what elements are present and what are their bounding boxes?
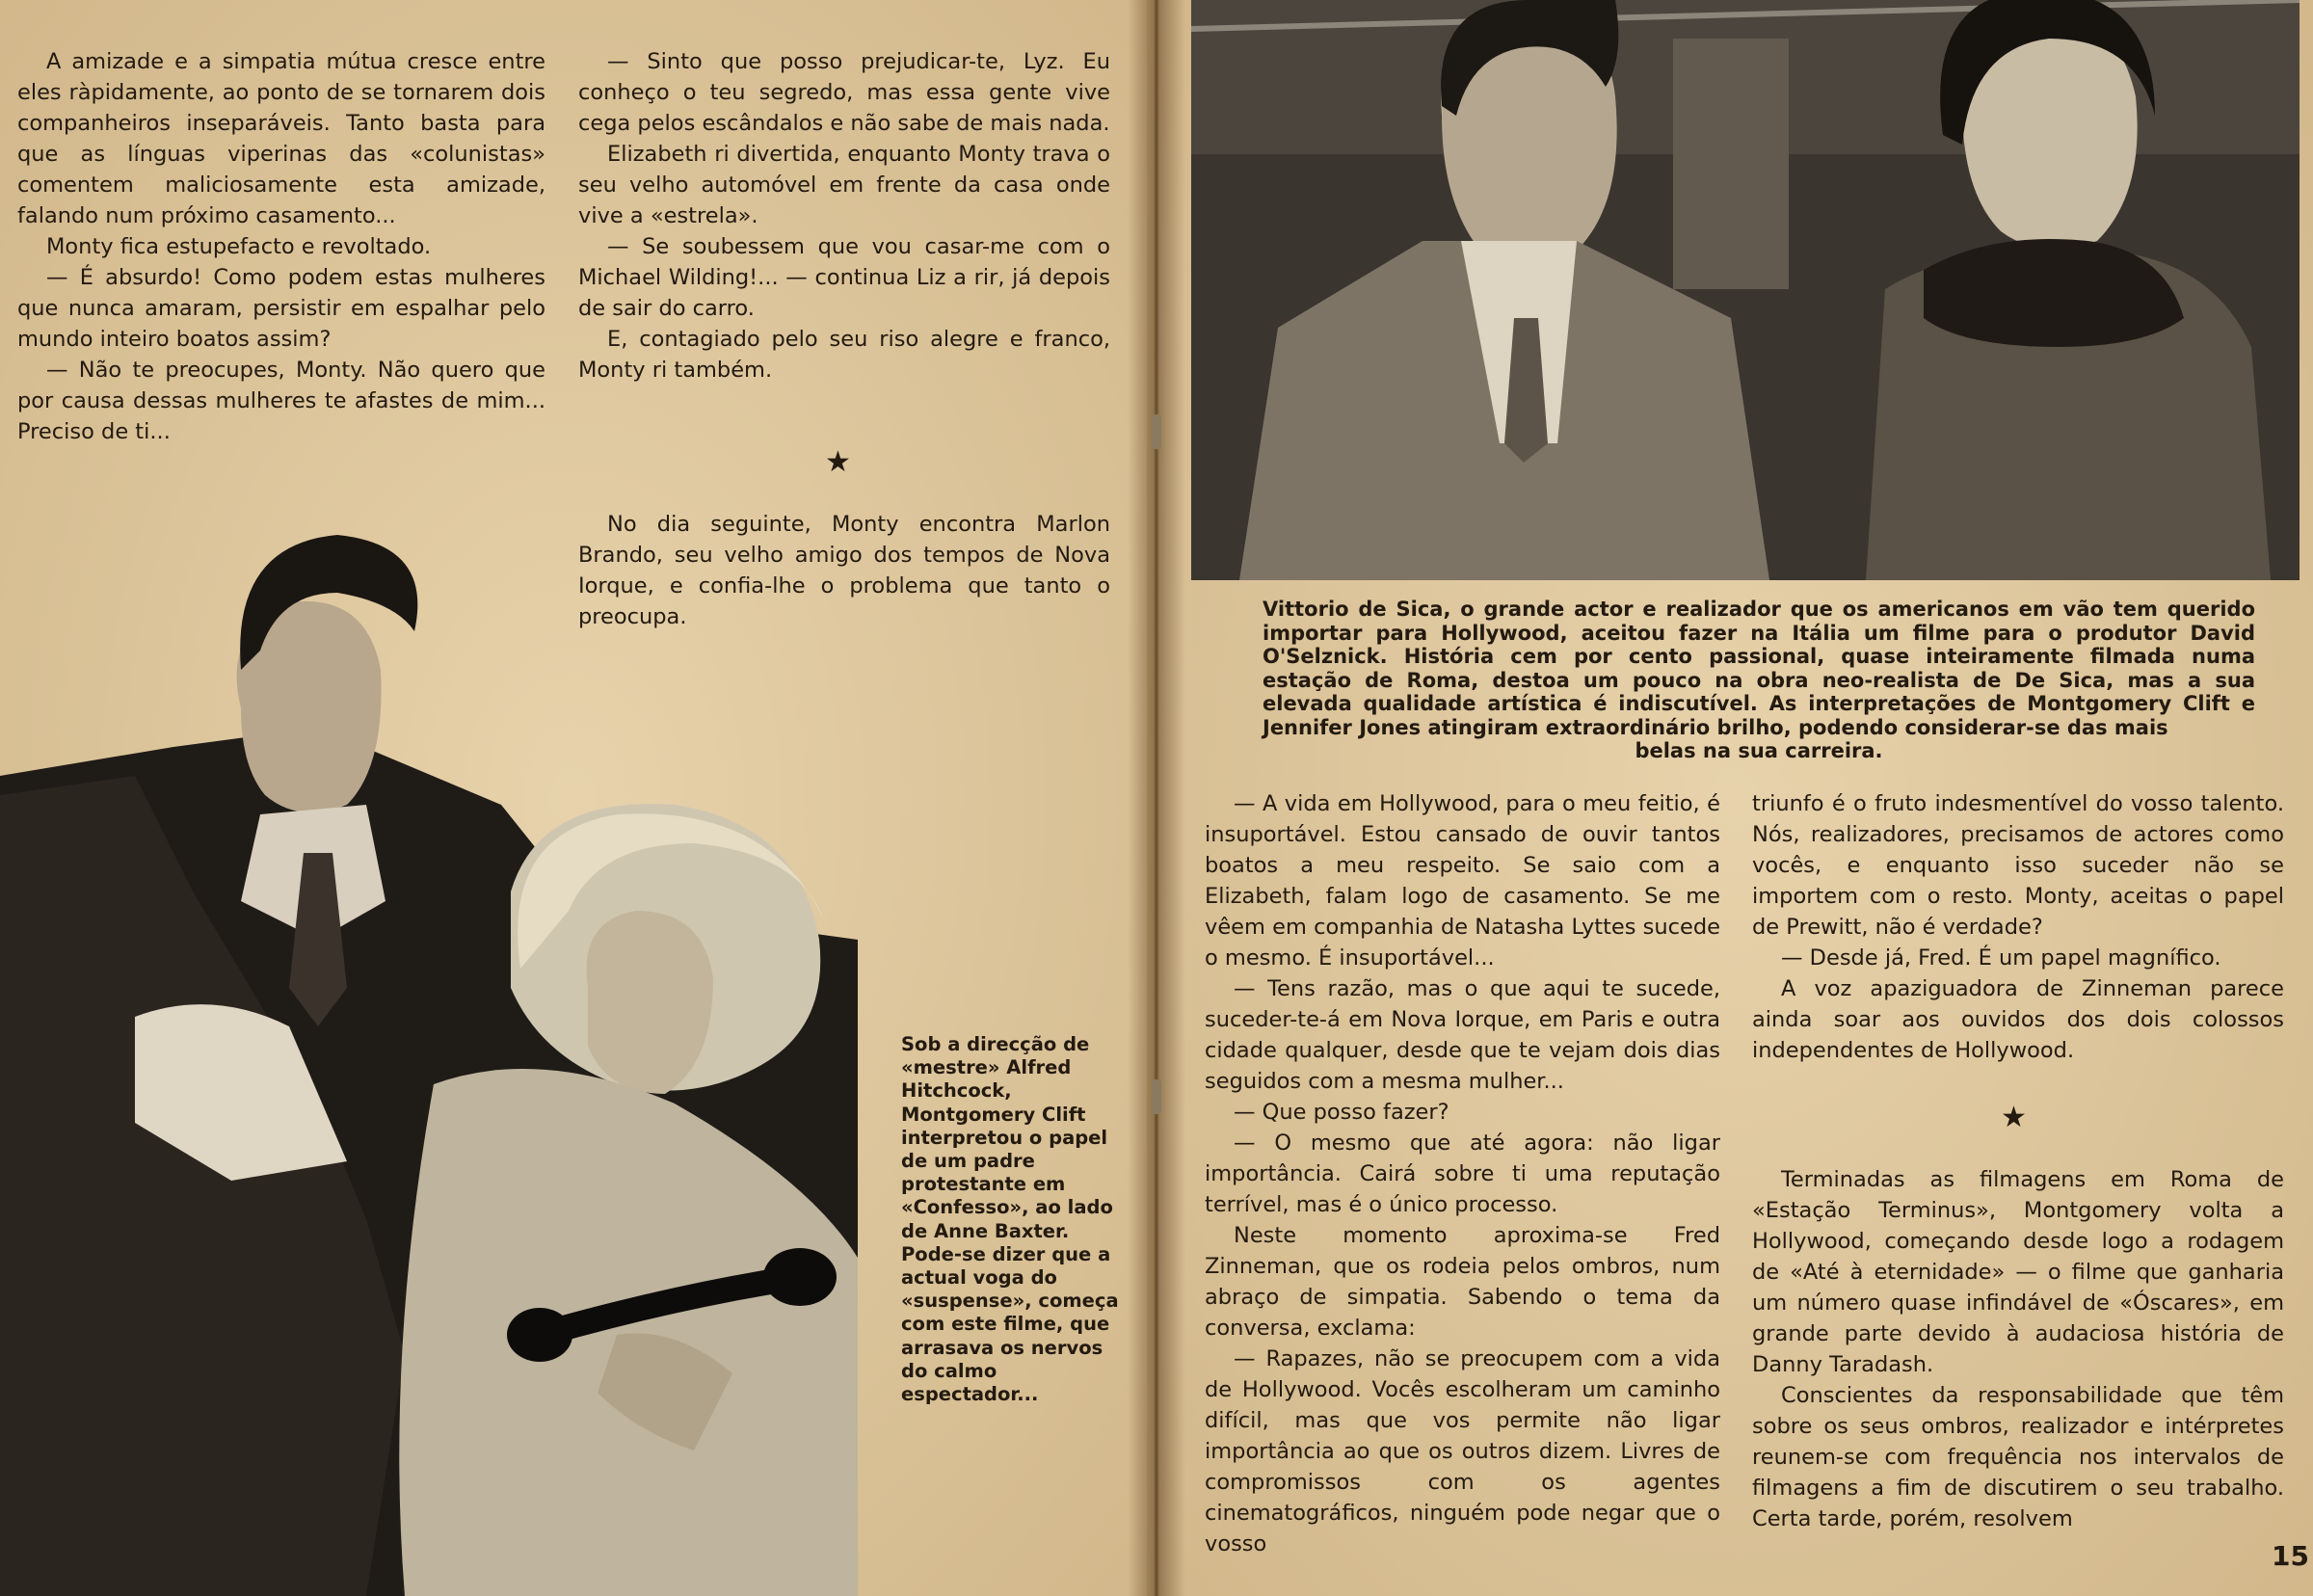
- section-star: ★: [2001, 1101, 2027, 1134]
- paragraph: E, contagiado pelo seu riso alegre e franco, Monty ri também.: [578, 327, 1110, 383]
- staple: [1152, 414, 1161, 449]
- photo-caption-left: Sob a direcção de «mestre» Alfred Hitchcock, Montgomery Clift interpretou o papel de um padre protestante em «Confesso», ao lado de Anne Baxter. Pode-se dizer que a actual voga do «suspense», começa com este filme, que arrasava os nervos do calmo espectador...: [901, 1033, 1119, 1406]
- photo-estacao-terminus: [1191, 0, 2300, 580]
- photo-confesso: [0, 487, 858, 1596]
- paragraph: — A vida em Hollywood, para o meu feitio, é insuportável. Estou cansado de ouvir tantos boatos a meu respeito. Se saio com a Elizabeth, falam logo de casamento. Se me vêem em companhia de Natasha Lyttes sucede o mesmo. É insuportável...: [1205, 791, 1720, 971]
- paragraph: — Sinto que posso prejudicar-te, Lyz. Eu conheço o teu segredo, mas essa gente vive cega pelos escândalos e não sabe de mais nada.: [578, 49, 1110, 136]
- staple: [1152, 1079, 1161, 1114]
- left-column-1: [17, 46, 545, 447]
- paragraph: Elizabeth ri divertida, enquanto Monty trava o seu velho automóvel em frente da casa onde vive a «estrela».: [578, 142, 1110, 228]
- paragraph: — Não te preocupes, Monty. Não quero que por causa dessas mulheres te afastes de mim... Preciso de ti...: [17, 358, 545, 444]
- paragraph: Neste momento aproxima-se Fred Zinneman, que os rodeia pelos ombros, num abraço de simpatia. Sabendo o tema da conversa, exclama:: [1205, 1223, 1720, 1341]
- paragraph: — Tens razão, mas o que aqui te sucede, suceder-te-á em Nova Iorque, em Paris e outra cidade qualquer, desde que te vejam dois dias seguidos com a mesma mulher...: [1205, 976, 1720, 1094]
- page-number: 15: [2272, 1540, 2309, 1572]
- left-column-2: [578, 46, 1110, 386]
- right-column-1: [1205, 788, 1720, 1559]
- page-gutter: [1128, 0, 1185, 1596]
- right-column-2b: [1752, 1164, 2284, 1534]
- paragraph: — Desde já, Fred. É um papel magnífico.: [1781, 945, 2221, 971]
- paragraph: triunfo é o fruto indesmentível do vosso talento. Nós, realizadores, precisamos de actores como vocês, e enquanto isso suceder não se importem com o resto. Monty, aceitas o papel de Prewitt, não é verdade?: [1752, 791, 2284, 940]
- paragraph: — É absurdo! Como podem estas mulheres que nunca amaram, persistir em espalhar pelo mundo inteiro boatos assim?: [17, 265, 545, 352]
- paragraph: A voz apaziguadora de Zinneman parece ainda soar aos ouvidos dos dois colossos independentes de Hollywood.: [1752, 976, 2284, 1063]
- right-column-2: [1752, 788, 2284, 1066]
- paragraph: Terminadas as filmagens em Roma de «Estação Terminus», Montgomery volta a Hollywood, começando desde logo a rodagem de «Até à eternidade» — o filme que ganharia um número quase infindável de «Óscares», em grande parte devido à audaciosa história de Danny Taradash.: [1752, 1167, 2284, 1377]
- paragraph: Conscientes da responsabilidade que têm sobre os seus ombros, realizador e intérpretes reunem-se com frequência nos intervalos de filmagens a fim de discutirem o seu trabalho. Certa tarde, porém, resolvem: [1752, 1383, 2284, 1531]
- paragraph: — O mesmo que até agora: não ligar importância. Cairá sobre ti uma reputação terrível, mas é o único processo.: [1205, 1130, 1720, 1217]
- paragraph: — Que posso fazer?: [1234, 1100, 1449, 1125]
- paragraph: Monty fica estupefacto e revoltado.: [46, 234, 432, 259]
- caption-text-last: belas na sua carreira.: [1635, 739, 1883, 762]
- caption-text: Vittorio de Sica, o grande actor e realizador que os americanos em vão tem querido importar para Hollywood, aceitou fazer na Itália um filme para o produtor David O'Selznick. História cem por cento passional, quase inteiramente filmada numa estação de Roma, destoa um pouco na obra neo-realista de De Sica, mas a sua elevada qualidade artística é indiscutível. As interpretações de Montgomery Clift e Jennifer Jones atingiram extraordinário brilho, podendo considerar-se das mais: [1263, 598, 2255, 739]
- photo-caption-right: [1263, 598, 2255, 763]
- paragraph: — Rapazes, não se preocupem com a vida de Hollywood. Vocês escolheram um caminho difícil, mas que vos permite não ligar importância ao que os outros dizem. Livres de compromissos com os agentes cinematográficos, ninguém pode negar que o vosso: [1205, 1346, 1720, 1556]
- section-star: ★: [825, 445, 851, 479]
- paragraph: A amizade e a simpatia mútua cresce entre eles ràpidamente, ao ponto de se tornarem dois companheiros inseparáveis. Tanto basta para que as línguas viperinas das «colunistas» comentem maliciosamente esta amizade, falando num próximo casamento...: [17, 49, 545, 228]
- paragraph: — Se soubessem que vou casar-me com o Michael Wilding!... — continua Liz a rir, já depois de sair do carro.: [578, 234, 1110, 321]
- paragraph: No dia seguinte, Monty encontra Marlon Brando, seu velho amigo dos tempos de Nova Iorque, e confia-lhe o problema que tanto o preocupa.: [578, 512, 1110, 629]
